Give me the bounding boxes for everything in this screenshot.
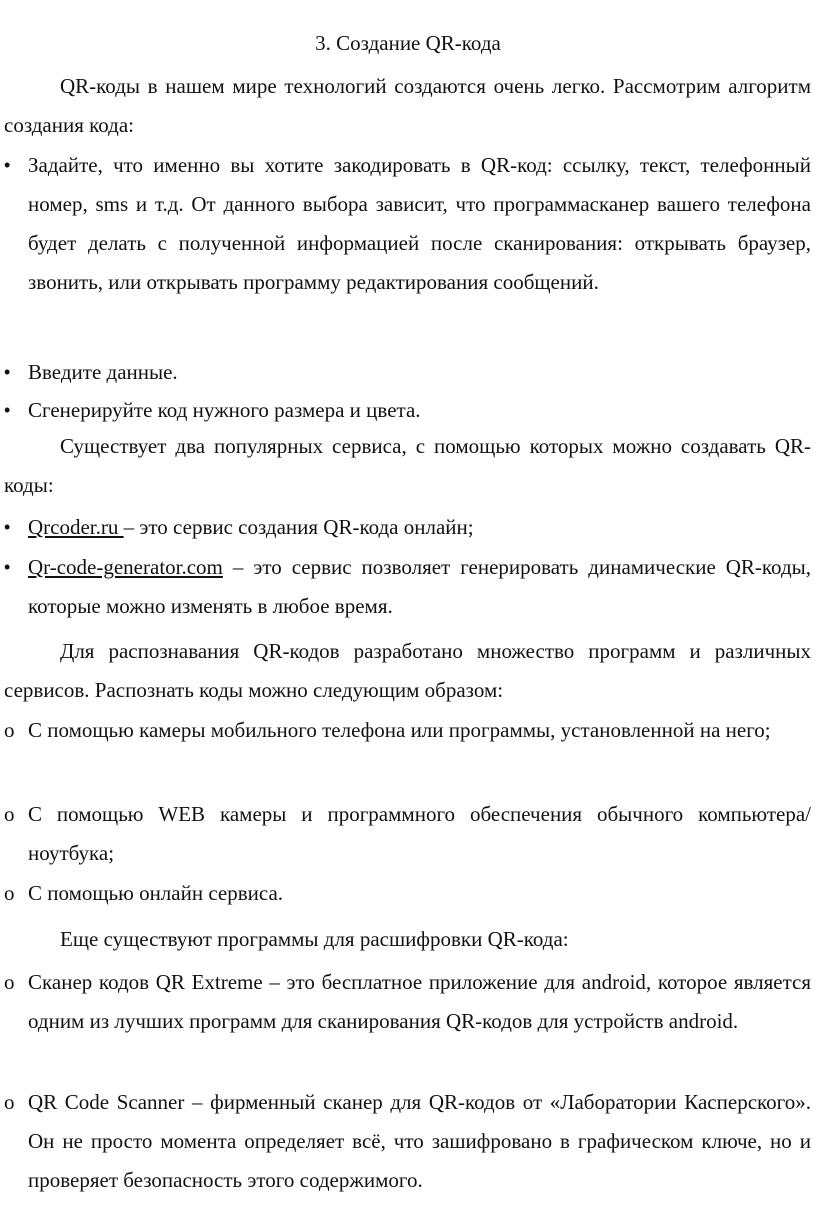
recognition-intro-paragraph (4, 632, 811, 710)
recognition-item (4, 795, 811, 873)
recognition-text: С помощью WEB камеры и программного обеспечения обычного компьютера/ноутбука; (28, 802, 811, 865)
circle-marker: o (4, 1090, 15, 1114)
decoders-intro-text: Еще существуют программы для расшифровки QR-кода: (60, 927, 569, 951)
services-intro-text: Существует два популярных сервиса, с помощью которых можно создавать QR-коды: (4, 434, 811, 497)
service-item (4, 548, 811, 626)
bullet-marker: • (4, 400, 11, 420)
service-text (28, 548, 811, 626)
service-link-qrcoder[interactable]: Qrcoder.ru (28, 515, 124, 539)
recognition-text: С помощью онлайн сервиса. (28, 881, 284, 905)
intro-paragraph (4, 67, 811, 145)
decoder-text: Сканер кодов QR Extreme – это бесплатное приложение для android, которое является одним из лучших программ для сканирования QR-кодов для устройств android. (28, 970, 811, 1033)
step-item (4, 146, 811, 302)
bullet-marker: • (4, 362, 11, 382)
service-link-qr-code-generator[interactable]: Qr-code-generator.com (28, 555, 223, 579)
step-text: Введите данные. (28, 360, 178, 384)
service-description: – это сервис создания QR-кода онлайн; (123, 515, 474, 539)
recognition-intro-text: Для распознавания QR-кодов разработано множество программ и различных сервисов. Распознать коды можно следующим образом: (4, 639, 811, 702)
decoder-item (4, 963, 811, 1041)
decoder-item (4, 1083, 811, 1200)
section-title: 3. Создание QR-кода (315, 31, 501, 55)
recognition-item (4, 874, 811, 913)
step-item (4, 353, 811, 392)
bullet-marker: • (4, 557, 11, 577)
recognition-text: С помощью камеры мобильного телефона или программы, установленной на него; (28, 718, 771, 742)
service-text (28, 508, 811, 547)
circle-marker: o (4, 718, 15, 742)
decoders-intro-paragraph (4, 920, 811, 959)
bullet-marker: • (4, 155, 11, 175)
decoder-text: QR Code Scanner – фирменный сканер для QR-кодов от «Лаборатории Касперского». Он не просто момента определяет всё, что зашифровано в графическом ключе, но и проверяет безопасность этого содержимого. (28, 1090, 811, 1192)
circle-marker: o (4, 970, 15, 994)
step-text: Задайте, что именно вы хотите закодировать в QR-код: ссылку, текст, телефонный номер, sms и т.д. От данного выбора зависит, что программасканер вашего телефона будет делать с полученной информацией после сканирования: открывать браузер, звонить, или открывать программу редактирования сообщений. (28, 153, 811, 294)
service-item (4, 508, 811, 547)
intro-text: QR-коды в нашем мире технологий создаются очень легко. Рассмотрим алгоритм создания кода: (4, 74, 811, 137)
circle-marker: o (4, 802, 15, 826)
services-intro-paragraph (4, 427, 811, 505)
service-description: – это сервис позволяет генерировать динамические QR-коды, которые можно изменять в любое время. (28, 555, 811, 618)
circle-marker: o (4, 881, 15, 905)
step-text: Сгенерируйте код нужного размера и цвета. (28, 398, 421, 422)
bullet-marker: • (4, 517, 11, 537)
step-item (4, 391, 811, 430)
recognition-item (4, 711, 811, 750)
